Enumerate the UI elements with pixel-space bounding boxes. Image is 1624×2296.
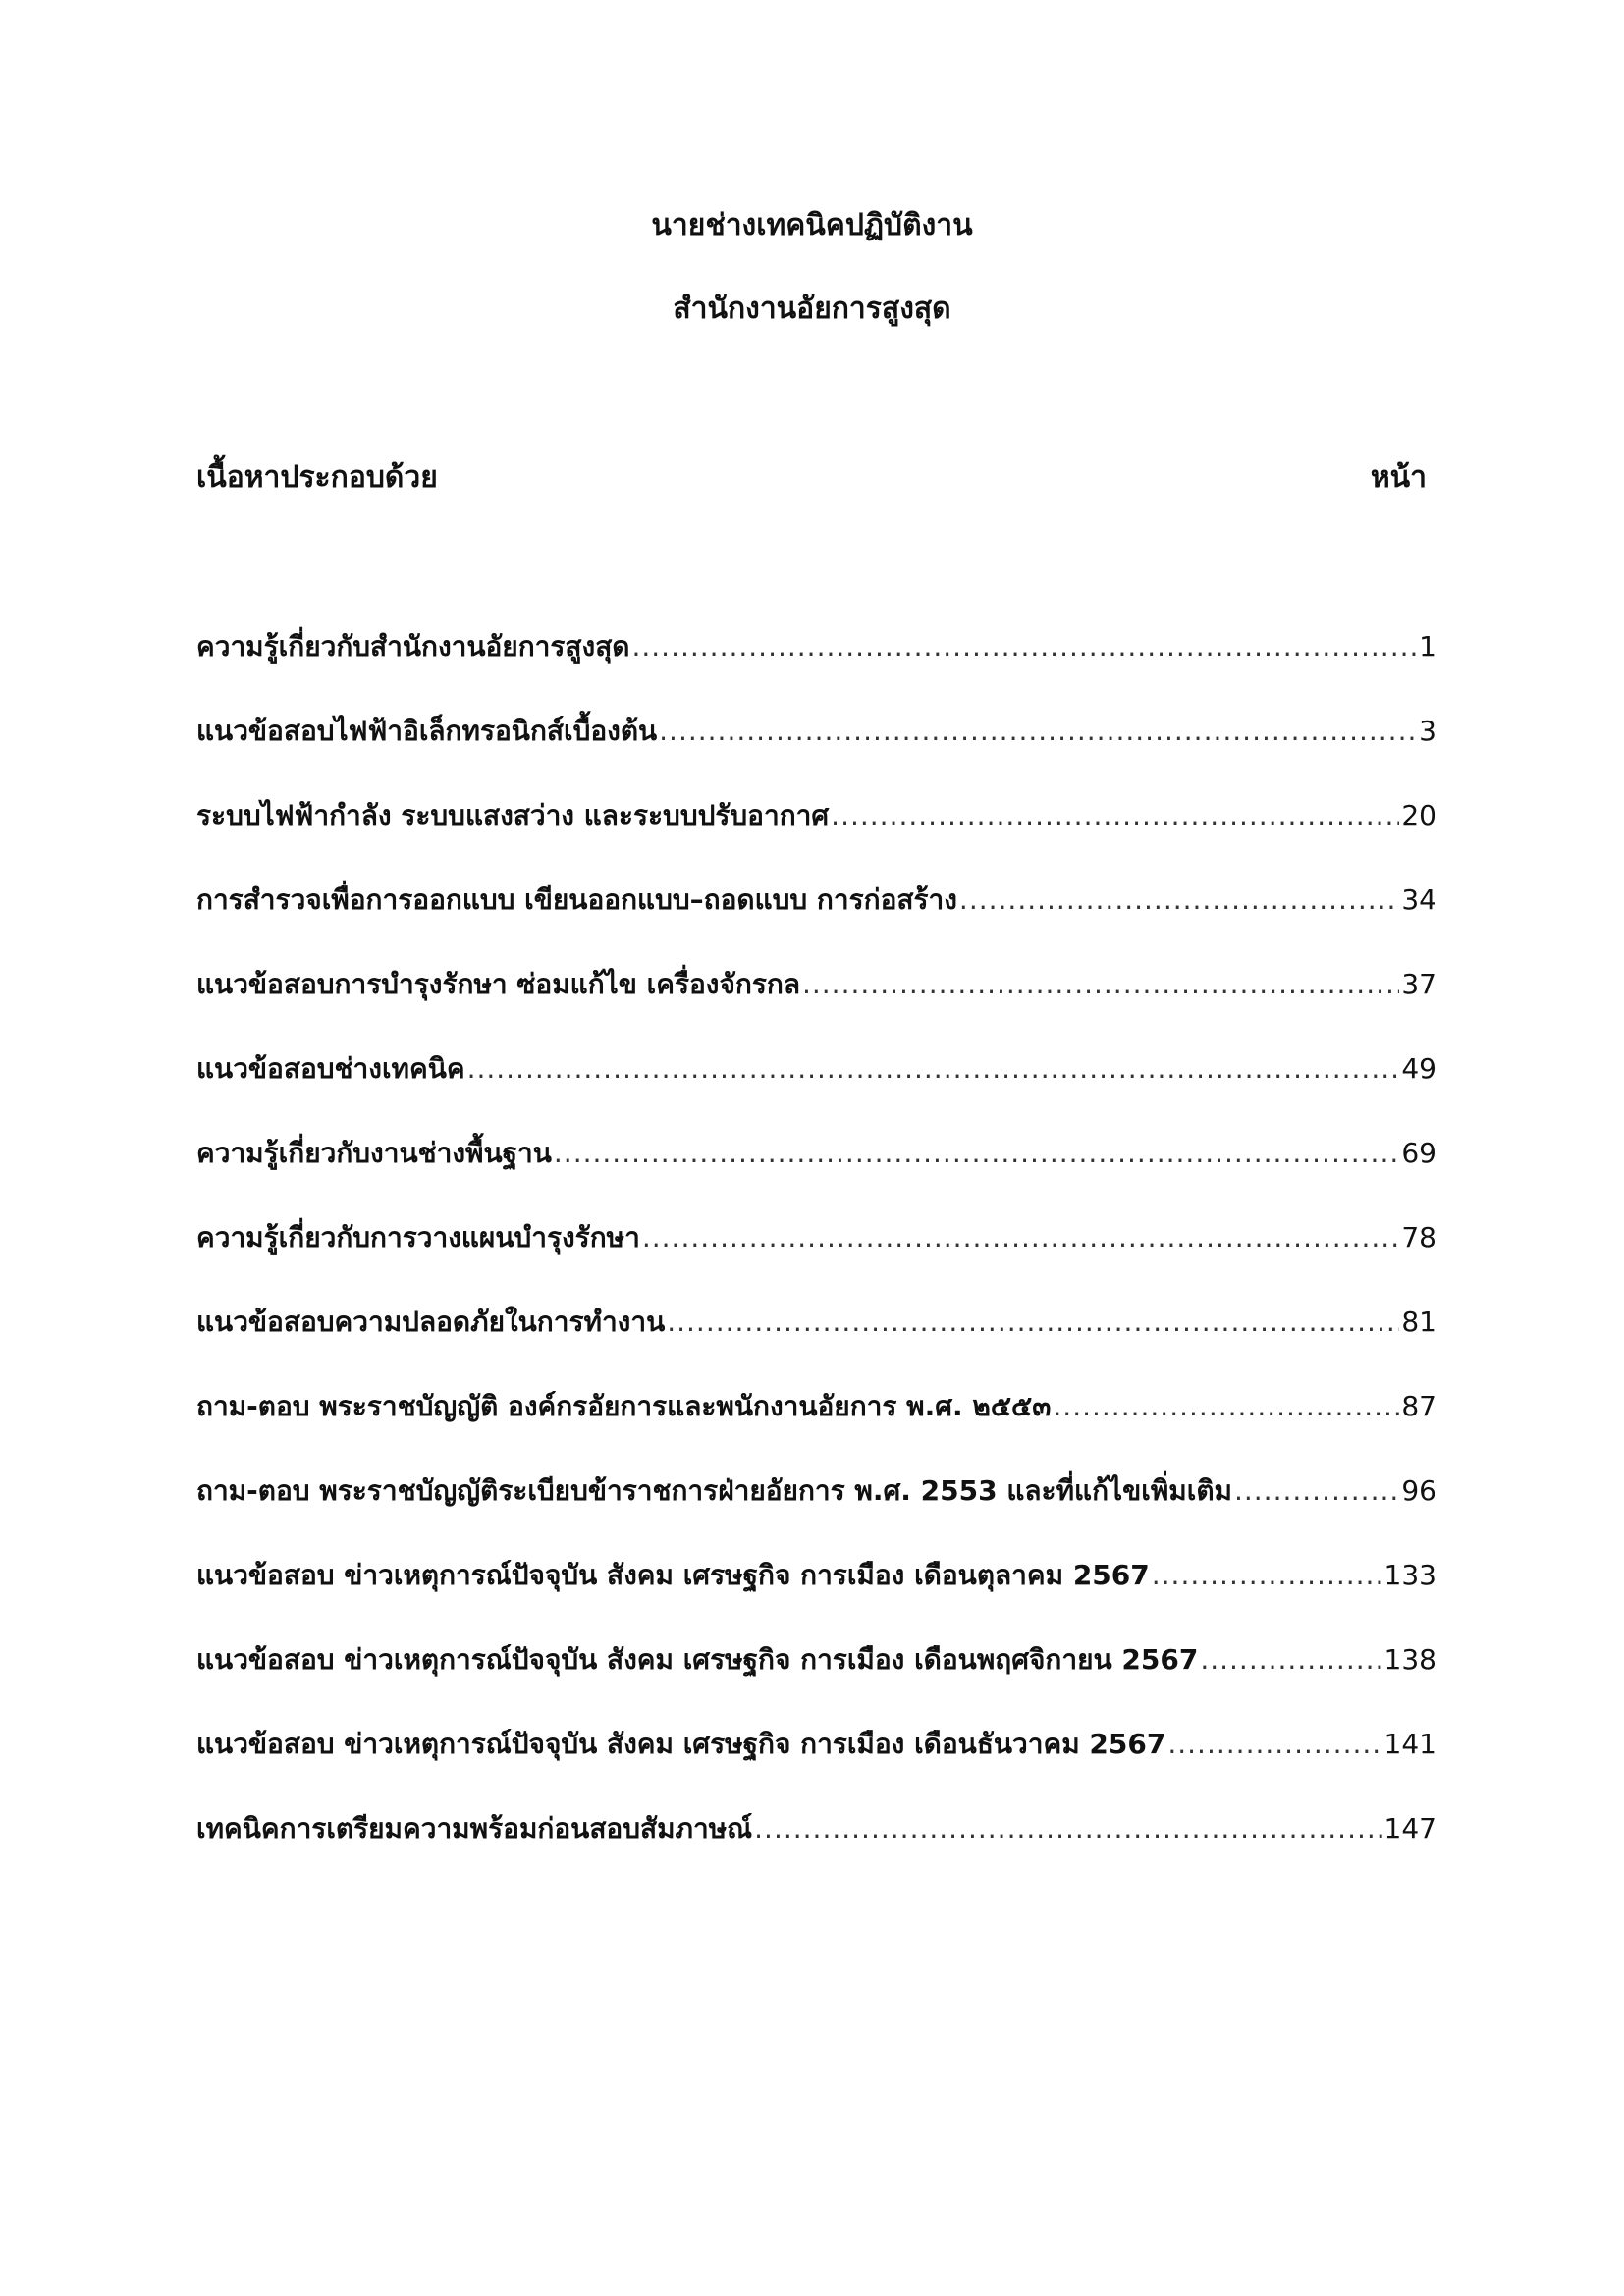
toc-entry-page: 37 (1401, 968, 1436, 1000)
toc-entry (196, 1047, 1436, 1132)
toc-entry-title: แนวข้อสอบการบำรุงรักษา ซ่อมแก้ไข เครื่องจักรกล (196, 968, 800, 1000)
toc-entry (196, 1385, 1436, 1469)
toc-dot-leader (1167, 1723, 1381, 1766)
toc-dot-leader (754, 1807, 1381, 1850)
toc-entry-page: 96 (1401, 1474, 1436, 1507)
toc-entry (196, 1638, 1436, 1723)
toc-entry (196, 1216, 1436, 1301)
toc-dot-leader (1152, 1554, 1382, 1597)
toc-entry-page: 141 (1383, 1728, 1436, 1760)
toc-header-contents-label: เนื้อหาประกอบด้วย (196, 460, 438, 495)
document-title: นายช่างเทคนิคปฏิบัติงาน (651, 208, 973, 242)
toc-dot-leader (1053, 1385, 1399, 1428)
toc-header-page-label: หน้า (1370, 460, 1427, 495)
document-subtitle: สำนักงานอัยการสูงสุด (673, 292, 951, 326)
toc-dot-leader (1234, 1469, 1399, 1513)
toc-entry-page: 1 (1419, 630, 1436, 663)
toc-entry-page: 147 (1383, 1812, 1436, 1844)
toc-entry-page: 3 (1419, 715, 1436, 747)
toc-dot-leader (467, 1047, 1400, 1091)
toc-entry-page: 34 (1401, 883, 1436, 916)
toc-entry (196, 1301, 1436, 1385)
toc-entry (196, 1132, 1436, 1216)
toc-entry (196, 625, 1436, 710)
toc-entry-title: ความรู้เกี่ยวกับสำนักงานอัยการสูงสุด (196, 630, 630, 663)
toc-entry-title: ถาม-ตอบ พระราชบัญญัติ องค์กรอัยการและพนักงานอัยการ พ.ศ. ๒๕๕๓ (196, 1390, 1052, 1422)
toc-dot-leader (1200, 1638, 1381, 1682)
toc-entry-page: 138 (1383, 1643, 1436, 1676)
toc-dot-leader (642, 1216, 1400, 1259)
toc-dot-leader (831, 794, 1399, 837)
toc-entry-title: ถาม-ตอบ พระราชบัญญัติระเบียบข้าราชการฝ่ายอัยการ พ.ศ. 2553 และที่แก้ไขเพิ่มเติม (196, 1474, 1232, 1507)
toc-dot-leader (959, 879, 1399, 922)
toc-entry (196, 1723, 1436, 1807)
toc-header (196, 456, 1427, 500)
toc-dot-leader (667, 1301, 1399, 1344)
toc-entry (196, 1554, 1436, 1638)
toc-entry-title: แนวข้อสอบ ข่าวเหตุการณ์ปัจจุบัน สังคม เศรษฐกิจ การเมือง เดือนธันวาคม 2567 (196, 1728, 1166, 1760)
toc-entry-title: แนวข้อสอบ ข่าวเหตุการณ์ปัจจุบัน สังคม เศรษฐกิจ การเมือง เดือนตุลาคม 2567 (196, 1559, 1150, 1591)
toc-entry-title: แนวข้อสอบความปลอดภัยในการทำงาน (196, 1306, 666, 1338)
toc-entry-title: เทคนิคการเตรียมความพร้อมก่อนสอบสัมภาษณ์ (196, 1812, 753, 1844)
toc-entry (196, 879, 1436, 963)
toc-entry-page: 133 (1383, 1559, 1436, 1591)
toc-entry (196, 710, 1436, 794)
toc-entry-title: แนวข้อสอบช่างเทคนิค (196, 1052, 465, 1085)
toc-entry-title: แนวข้อสอบไฟฟ้าอิเล็กทรอนิกส์เบื้องต้น (196, 715, 658, 747)
toc-entry-page: 69 (1401, 1137, 1436, 1169)
toc-dot-leader (659, 710, 1417, 753)
toc-entry (196, 794, 1436, 879)
toc-entry-title: ความรู้เกี่ยวกับการวางแผนบำรุงรักษา (196, 1221, 640, 1254)
toc-entry (196, 1469, 1436, 1554)
toc-entry-page: 20 (1401, 799, 1436, 831)
toc-entry (196, 1807, 1436, 1892)
toc-entry (196, 963, 1436, 1047)
toc-dot-leader (631, 625, 1417, 668)
toc-list (196, 625, 1436, 1892)
toc-dot-leader (554, 1132, 1399, 1175)
toc-entry-page: 78 (1401, 1221, 1436, 1254)
toc-entry-page: 87 (1401, 1390, 1436, 1422)
toc-entry-page: 49 (1401, 1052, 1436, 1085)
toc-entry-title: ความรู้เกี่ยวกับงานช่างพื้นฐาน (196, 1137, 552, 1169)
toc-dot-leader (802, 963, 1399, 1006)
toc-entry-title: การสำรวจเพื่อการออกแบบ เขียนออกแบบ–ถอดแบบ การก่อสร้าง (196, 883, 957, 916)
toc-entry-title: ระบบไฟฟ้ากำลัง ระบบแสงสว่าง และระบบปรับอากาศ (196, 799, 830, 831)
toc-entry-page: 81 (1401, 1306, 1436, 1338)
toc-entry-title: แนวข้อสอบ ข่าวเหตุการณ์ปัจจุบัน สังคม เศรษฐกิจ การเมือง เดือนพฤศจิกายน 2567 (196, 1643, 1199, 1676)
